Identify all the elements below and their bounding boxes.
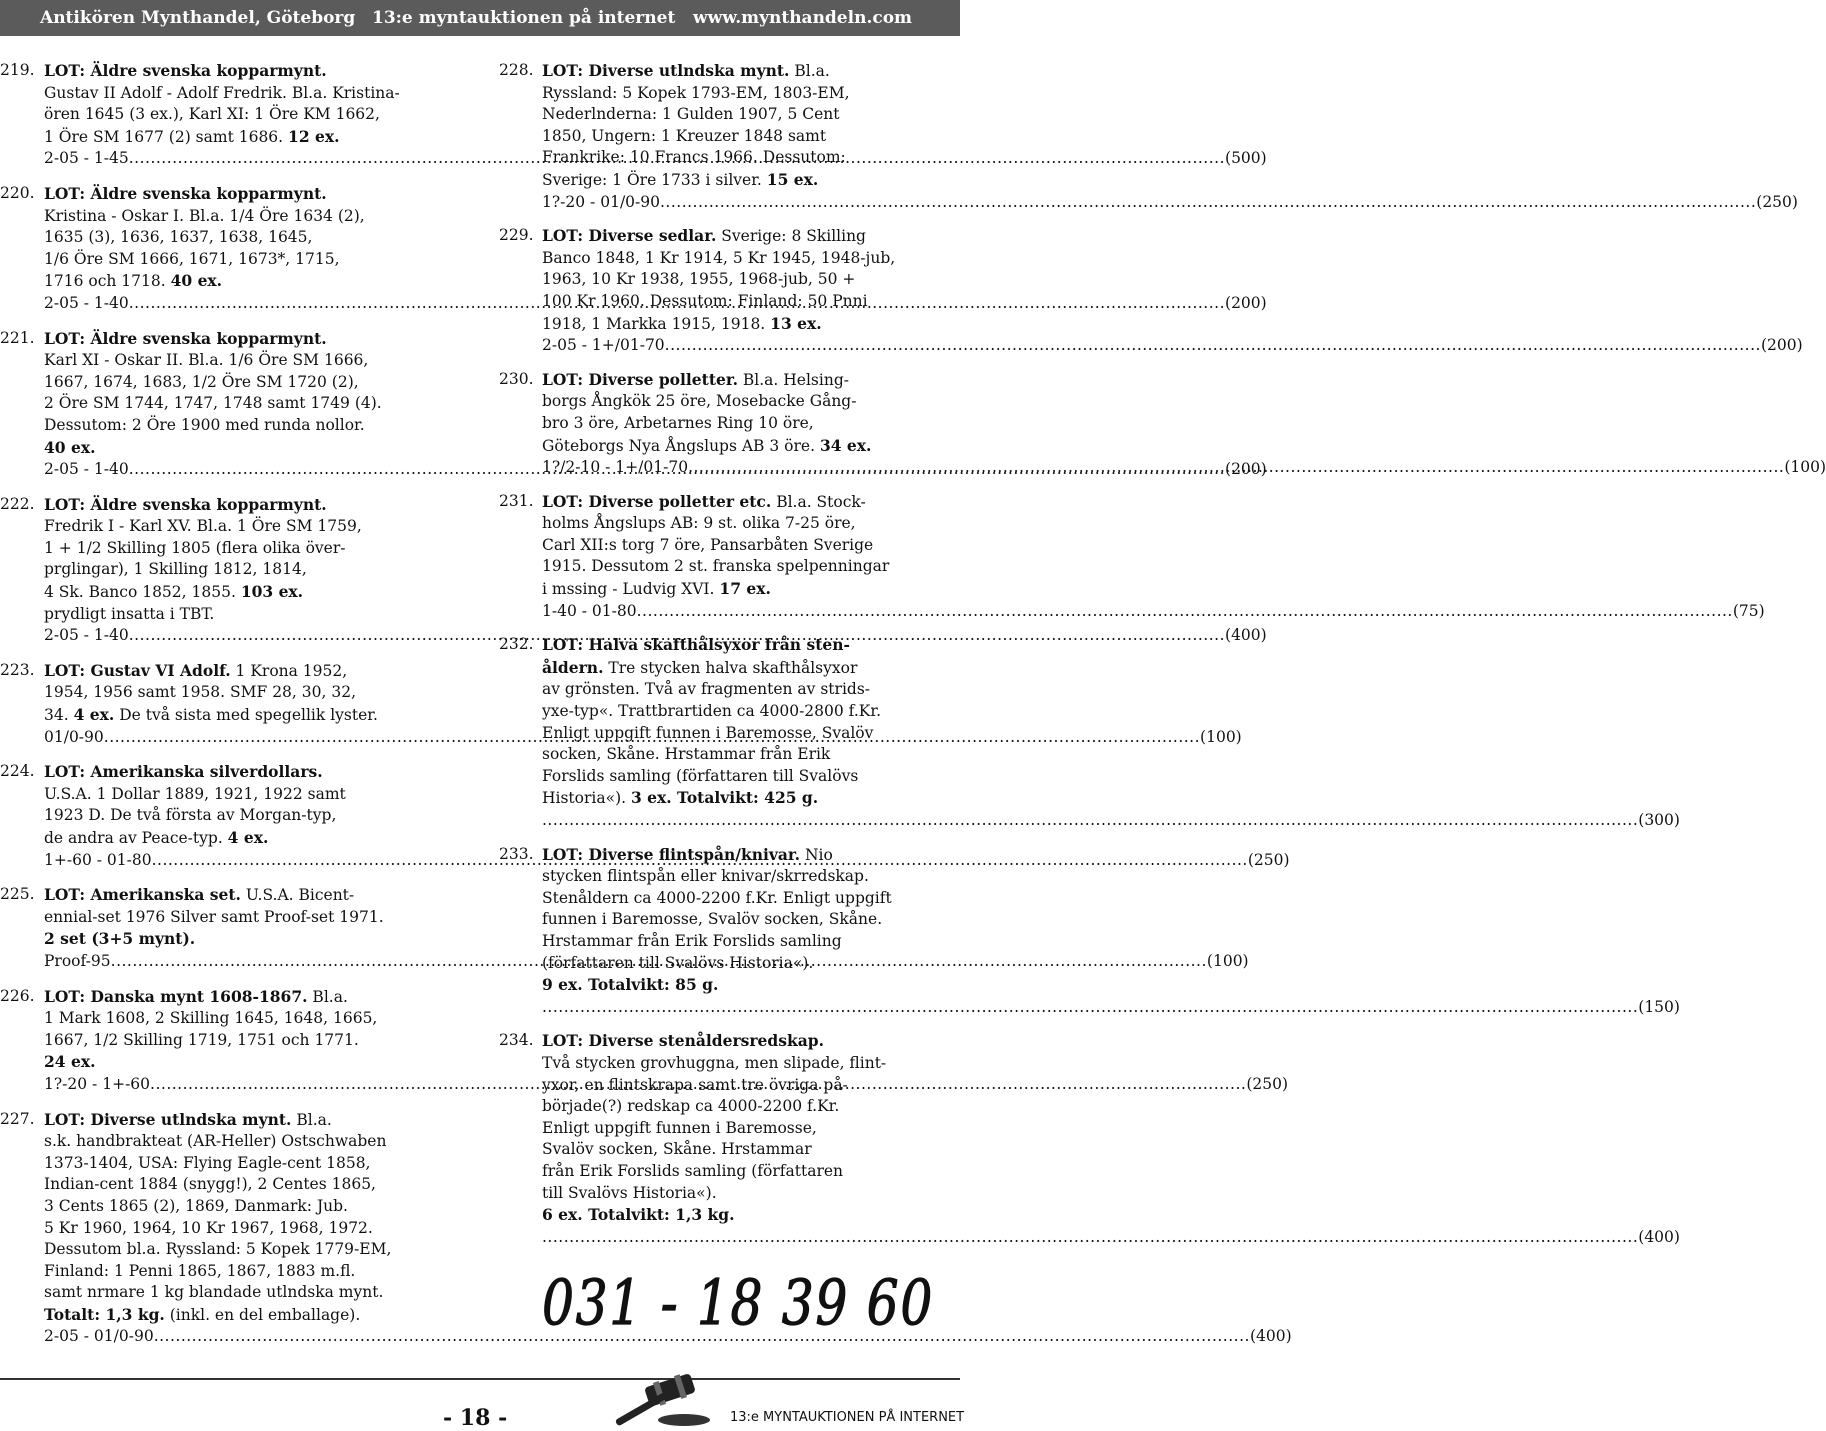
lot-description-line <box>542 491 939 514</box>
lot-text: Nio <box>800 845 833 864</box>
lot-description-line <box>44 704 451 727</box>
lot-price: (400) <box>1225 626 1267 645</box>
lot-price: (200) <box>1760 336 1803 355</box>
lot-description-line <box>542 701 939 723</box>
lot-number: 234. <box>499 1031 534 1050</box>
lot-description-line <box>542 766 939 788</box>
lot-description-line <box>542 391 939 413</box>
dot-leader <box>660 192 1756 214</box>
lot-text: Carl XII:s torg 7 öre, Pansarbåten Sverige <box>542 535 874 554</box>
dot-leader <box>542 1227 1638 1249</box>
lot-bold-text: 17 ex. <box>719 579 771 599</box>
lot-text: började(?) redskap ca 4000-2200 f.Kr. <box>542 1097 840 1116</box>
header-auction-title: 13:e myntauktionen på internet <box>372 8 676 28</box>
lot-number: 223. <box>0 660 35 679</box>
lot-number: 221. <box>0 328 35 347</box>
lot-text: Banco 1848, 1 Kr 1914, 5 Kr 1945, 1948-jub, <box>542 248 896 267</box>
lot-price: (250) <box>1246 1074 1288 1093</box>
footer-auction-title: 13:e MYNTAUKTIONEN PÅ INTERNET <box>730 1410 965 1425</box>
lot-bold-text: 9 ex. Totalvikt: 85 g. <box>542 975 719 995</box>
lot-entry <box>490 491 1765 623</box>
lot-description-line <box>542 634 939 657</box>
lot-text: Bl.a. Helsing- <box>737 370 849 389</box>
lot-description-line <box>542 723 939 745</box>
lot-text: funnen i Baremosse, Svalöv socken, Skåne. <box>542 910 883 929</box>
lot-text: Stenåldern ca 4000-2200 f.Kr. Enligt uppgift <box>542 888 892 907</box>
lot-text: yxe-typ«. Trattbrartiden ca 4000-2800 f.Kr. <box>542 702 882 721</box>
lot-text: Göteborgs Nya Ångslups AB 3 öre. <box>542 436 820 455</box>
lot-description-line <box>44 581 451 604</box>
lot-text: Bl.a. <box>291 1110 332 1129</box>
lot-bold-text: 4 ex. <box>73 705 115 725</box>
lot-description-line <box>44 1174 451 1196</box>
lot-price-line <box>542 335 1803 357</box>
lot-bold-text: 12 ex. <box>288 126 340 146</box>
lot-description-line <box>542 1030 939 1053</box>
lot-bold-text: 3 ex. Totalvikt: 425 g. <box>630 788 819 808</box>
lot-text: Hrstammar från Erik Forslids samling <box>542 931 842 950</box>
lot-description-line <box>44 83 451 105</box>
lot-bold-text: LOT: Äldre svenska kopparmynt. <box>44 494 327 514</box>
lot-bold-text: LOT: Diverse flintspån/knivar. <box>542 844 801 864</box>
dot-leader <box>665 335 1761 357</box>
page-number: - 18 - <box>443 1405 508 1431</box>
lot-description-line <box>44 1282 451 1304</box>
lot-price: (400) <box>1638 1227 1680 1246</box>
lot-price-line <box>542 810 1680 832</box>
lot-description-line <box>44 494 451 517</box>
lot-description-line <box>542 147 939 169</box>
lot-bold-text: 24 ex. <box>44 1052 96 1072</box>
lot-description-line <box>542 909 939 931</box>
lot-description-line <box>44 270 451 293</box>
lot-description-line <box>542 169 939 192</box>
lot-number: 224. <box>0 762 35 781</box>
lot-bold-text: LOT: Gustav VI Adolf. <box>44 660 231 680</box>
lot-bold-text: 6 ex. Totalvikt: 1,3 kg. <box>542 1205 735 1225</box>
lot-description-line <box>542 1204 939 1227</box>
lot-text: Bl.a. <box>307 987 348 1006</box>
lot-text: Indian-cent 1884 (snygg!), 2 Centes 1865, <box>44 1175 376 1194</box>
lot-price-line <box>542 192 1798 214</box>
lot-description-line <box>542 225 939 248</box>
lot-text: Forslids samling (författaren till Svalövs <box>542 766 859 785</box>
lot-text: Sverige: 8 Skilling <box>716 227 866 246</box>
lot-bold-text: 34 ex. <box>819 435 872 455</box>
lot-text: Karl XI - Oskar II. Bl.a. 1/6 Öre SM 1666, <box>44 351 369 370</box>
lot-description-line <box>44 104 451 126</box>
lot-description-line <box>44 928 451 951</box>
lot-description-line <box>44 183 451 206</box>
lot-description-line <box>44 437 451 460</box>
lot-entry <box>490 225 1803 357</box>
dot-leader <box>542 810 1638 832</box>
lot-bold-text: LOT: Amerikanska set. <box>44 885 241 905</box>
lot-text: 2 Öre SM 1744, 1747, 1748 samt 1749 (4). <box>44 394 382 413</box>
lot-condition-code: 1?-20 - 01/0-90 <box>542 192 660 211</box>
lot-description-line <box>542 1096 939 1118</box>
lot-text: Två stycken grovhuggna, men slipade, flint- <box>542 1053 887 1072</box>
lot-description-line <box>542 291 939 313</box>
lot-description-line <box>44 660 451 683</box>
lot-description-line <box>44 1218 451 1240</box>
lot-text: (författaren till Svalövs Historia«). <box>542 953 814 972</box>
lot-price-line <box>542 997 1680 1019</box>
phone-number-text: 031 - 18 39 60 <box>542 1266 934 1339</box>
lot-text: s.k. handbrakteat (AR-Heller) Ostschwaben <box>44 1132 387 1151</box>
lot-description-line <box>542 104 939 126</box>
lot-text: 1 Öre SM 1677 (2) samt 1686. <box>44 127 289 146</box>
lot-description-line <box>542 953 939 975</box>
lot-description-line <box>542 60 939 83</box>
lot-text: ennial-set 1976 Silver samt Proof-set 1971. <box>44 907 384 926</box>
lot-description-line <box>542 269 939 291</box>
lot-bold-text: LOT: Danska mynt 1608-1867. <box>44 986 308 1006</box>
lot-text: Bl.a. <box>789 62 830 80</box>
lot-description-line <box>542 535 939 557</box>
lot-condition-code: 2-05 - 01/0-90 <box>44 1327 154 1346</box>
lot-number: 232. <box>499 635 534 654</box>
lot-text: 1373-1404, USA: Flying Eagle-cent 1858, <box>44 1153 371 1172</box>
lot-price: (100) <box>1784 458 1826 477</box>
lot-text: de andra av Peace-typ. <box>44 829 228 847</box>
lot-price-line <box>44 1326 1292 1348</box>
lot-description-line <box>44 1239 451 1261</box>
lot-bold-text: LOT: Diverse stenåldersredskap. <box>542 1031 824 1051</box>
lot-text: Finland: 1 Penni 1865, 1867, 1883 m.fl. <box>44 1261 356 1280</box>
lot-bold-text: LOT: Diverse polletter etc. <box>542 491 772 511</box>
dot-leader <box>688 457 1784 479</box>
lot-text: prglingar), 1 Skilling 1812, 1814, <box>44 560 307 579</box>
lot-bold-text: Totalt: 1,3 kg. <box>44 1304 165 1324</box>
lot-bold-text: 4 ex. <box>227 828 269 847</box>
lot-description-line <box>542 413 939 435</box>
lot-text: Nederlnderna: 1 Gulden 1907, 5 Cent <box>542 105 840 124</box>
lot-condition-code: 2-05 - 1-40 <box>44 293 129 312</box>
lot-condition-code: 1?-20 - 1+-60 <box>44 1074 151 1093</box>
lot-number: 229. <box>499 226 534 245</box>
lot-description-line <box>542 679 939 701</box>
lot-description-line <box>44 126 451 149</box>
lot-text: Kristina - Oskar I. Bl.a. 1/4 Öre 1634 (2), <box>44 206 365 225</box>
lot-condition-code: 1?/2-10 - 1+/01-70 <box>542 458 689 477</box>
lot-description-line <box>44 1304 451 1327</box>
lot-bold-text: 2 set (3+5 mynt). <box>44 929 196 949</box>
lot-text: U.S.A. 1 Dollar 1889, 1921, 1922 samt <box>44 784 346 803</box>
lot-text: yxor, en flintskrapa samt tre övriga på- <box>542 1075 848 1094</box>
lot-description-line <box>44 827 451 850</box>
lot-price: (100) <box>1206 951 1249 970</box>
lot-description-line <box>44 538 451 560</box>
lot-text: 1 + 1/2 Skilling 1805 (flera olika över- <box>44 538 346 557</box>
lot-bold-text: åldern. <box>542 657 604 677</box>
lot-description-line <box>44 249 451 271</box>
lot-text: ören 1645 (3 ex.), Karl XI: 1 Öre KM 1662, <box>44 105 380 124</box>
gavel-icon <box>606 1374 716 1428</box>
footer-divider <box>0 1378 960 1380</box>
lot-text: Fredrik I - Karl XV. Bl.a. 1 Öre SM 1759, <box>44 517 362 536</box>
lot-condition-code: 2-05 - 1-40 <box>44 626 129 645</box>
lot-text: Historia«). <box>542 789 631 808</box>
lot-number: 227. <box>0 1109 35 1128</box>
lot-text: Dessutom: 2 Öre 1900 med runda nollor. <box>44 415 365 434</box>
lot-description-line <box>542 744 939 766</box>
lot-price: (300) <box>1638 811 1680 829</box>
lot-description-line <box>44 206 451 228</box>
lot-description-line <box>44 328 451 351</box>
lot-description-line <box>542 657 939 680</box>
lot-bold-text: LOT: Diverse utlndska mynt. <box>44 1109 292 1129</box>
lot-text: 1 Mark 1608, 2 Skilling 1645, 1648, 1665, <box>44 1009 378 1028</box>
lot-condition-code: 1-40 - 01-80 <box>542 601 637 620</box>
lot-description-line <box>44 559 451 581</box>
lot-description-line <box>542 1075 939 1097</box>
lot-description-line <box>44 60 451 83</box>
lot-description-line <box>542 313 939 336</box>
lot-text: 1/6 Öre SM 1666, 1671, 1673*, 1715, <box>44 249 340 268</box>
lot-description-line <box>44 1109 451 1132</box>
lot-description-line <box>542 1053 939 1075</box>
lot-description-line <box>542 866 939 888</box>
lot-description-line <box>44 1261 451 1283</box>
page-header <box>0 0 960 36</box>
lot-description-line <box>44 1131 451 1153</box>
lot-price: (75) <box>1732 601 1765 620</box>
lot-text: stycken flintspån eller knivar/skrredskap. <box>542 867 869 886</box>
lot-condition-code: 2-05 - 1-45 <box>44 149 129 168</box>
lot-bold-text: LOT: Halva skafthålsyxor från sten- <box>542 635 850 655</box>
lot-number: 230. <box>499 369 534 388</box>
lot-description-line <box>44 604 451 626</box>
lot-bold-text: 40 ex. <box>44 437 96 457</box>
lot-price: (100) <box>1200 727 1242 746</box>
lot-description-line <box>542 83 939 105</box>
lot-text: Frankrike: 10 Francs 1966. Dessutom: <box>542 148 846 167</box>
lot-text: Bl.a. Stock- <box>771 492 866 511</box>
lot-description-line <box>542 787 939 810</box>
lot-text: 100 Kr 1960. Dessutom: Finland: 50 Pnni <box>542 291 868 310</box>
lot-description-line <box>542 578 939 601</box>
lot-number: 228. <box>499 61 534 79</box>
lot-bold-text: LOT: Diverse polletter. <box>542 369 738 389</box>
lot-description-line <box>542 556 939 578</box>
lot-text: 1667, 1674, 1683, 1/2 Öre SM 1720 (2), <box>44 372 359 391</box>
lot-bold-text: LOT: Diverse sedlar. <box>542 226 717 246</box>
lot-text: Sverige: 1 Öre 1733 i silver. <box>542 170 767 189</box>
lot-bold-text: LOT: Äldre svenska kopparmynt. <box>44 183 327 203</box>
lot-text: holms Ångslups AB: 9 st. olika 7-25 öre, <box>542 514 856 533</box>
lot-text: De två sista med spegellik lyster. <box>114 706 378 725</box>
phone-number-handwritten <box>538 1262 938 1342</box>
lot-price: (400) <box>1249 1327 1292 1346</box>
lot-text: 1667, 1/2 Skilling 1719, 1751 och 1771. <box>44 1030 359 1049</box>
lot-text: av grönsten. Två av fragmenten av strids- <box>542 680 871 699</box>
lot-number: 222. <box>0 494 35 513</box>
lot-description-line <box>542 435 939 458</box>
lot-description-line <box>44 907 451 929</box>
lot-condition-code: 2-05 - 1+/01-70 <box>542 336 665 355</box>
lot-description-line <box>44 350 451 372</box>
lot-text: från Erik Forslids samling (författaren <box>542 1161 844 1180</box>
lot-description-line <box>44 393 451 415</box>
lot-bold-text: LOT: Äldre svenska kopparmynt. <box>44 61 327 80</box>
lot-price: (250) <box>1756 192 1798 211</box>
lot-description-line <box>542 1139 939 1161</box>
lot-description-line <box>44 761 451 784</box>
lot-text: 1850, Ungern: 1 Kreuzer 1848 samt <box>542 126 827 145</box>
lot-number: 219. <box>0 61 35 79</box>
lot-price: (200) <box>1225 293 1267 312</box>
lot-condition-code: 01/0-90 <box>44 727 104 746</box>
lot-text: Gustav II Adolf - Adolf Fredrik. Bl.a. Kristina- <box>44 83 400 102</box>
lot-description-line <box>44 415 451 437</box>
lot-description-line <box>542 888 939 910</box>
lot-number: 226. <box>0 986 35 1005</box>
lot-condition-code: 2-05 - 1-40 <box>44 460 129 479</box>
lot-text: Svalöv socken, Skåne. Hrstammar <box>542 1140 812 1159</box>
lot-text: 1635 (3), 1636, 1637, 1638, 1645, <box>44 228 313 247</box>
lot-text: 1716 och 1718. <box>44 272 171 291</box>
lot-number: 225. <box>0 885 35 904</box>
lot-price-line <box>542 601 1765 623</box>
lot-text: 1963, 10 Kr 1938, 1955, 1968-jub, 50 + <box>542 270 856 289</box>
lot-price: (150) <box>1638 997 1680 1016</box>
lot-text: U.S.A. Bicent- <box>240 886 355 905</box>
dot-leader <box>637 601 1733 623</box>
lot-description-line <box>542 931 939 953</box>
lot-description-line <box>44 986 451 1009</box>
lot-description-line <box>542 1161 939 1183</box>
lot-bold-text: LOT: Äldre svenska kopparmynt. <box>44 328 327 348</box>
lot-description-line <box>44 1196 451 1218</box>
lot-description-line <box>542 1183 939 1205</box>
lot-text: 1915. Dessutom 2 st. franska spelpenningar <box>542 557 890 576</box>
lot-bold-text: 15 ex. <box>766 169 819 189</box>
lot-description-line <box>542 1118 939 1140</box>
dot-leader <box>542 997 1638 1019</box>
lot-description-line <box>44 784 451 806</box>
lot-text: Dessutom bl.a. Ryssland: 5 Kopek 1779-EM, <box>44 1240 392 1259</box>
lot-text: 3 Cents 1865 (2), 1869, Danmark: Jub. <box>44 1196 348 1215</box>
lot-description-line <box>542 974 939 997</box>
lot-description-line <box>44 1008 451 1030</box>
lot-text: 1954, 1956 samt 1958. SMF 28, 30, 32, <box>44 683 356 702</box>
lot-bold-text: 40 ex. <box>170 271 223 291</box>
lot-text: prydligt insatta i TBT. <box>44 604 215 623</box>
lot-text: 1 Krona 1952, <box>230 661 348 680</box>
lot-text: 4 Sk. Banco 1852, 1855. <box>44 583 241 602</box>
lot-text: (inkl. en del emballage). <box>164 1305 361 1324</box>
lot-description-line <box>44 682 451 704</box>
lot-price-line <box>542 1227 1680 1249</box>
lot-text: samt nrmare 1 kg blandade utlndska mynt. <box>44 1283 384 1302</box>
header-website-link[interactable]: www.mynthandeln.com <box>693 8 913 28</box>
lot-condition-code: Proof-95 <box>44 951 111 970</box>
lot-text: Enligt uppgift funnen i Baremosse, Svalöv <box>542 723 874 742</box>
lot-text: bro 3 öre, Arbetarnes Ring 10 öre, <box>542 413 814 432</box>
lot-condition-code: 1+-60 - 01-80 <box>44 850 152 869</box>
lot-bold-text: LOT: Diverse utlndska mynt. <box>542 61 790 80</box>
lot-description-line <box>44 884 451 907</box>
lot-description-line <box>44 1030 451 1052</box>
lot-text: till Svalövs Historia«). <box>542 1183 717 1202</box>
lot-bold-text: 13 ex. <box>770 313 822 333</box>
lot-bold-text: LOT: Amerikanska silverdollars. <box>44 762 323 782</box>
lot-text: 5 Kr 1960, 1964, 10 Kr 1967, 1968, 1972. <box>44 1218 373 1237</box>
lot-text: 1923 D. De två första av Morgan-typ, <box>44 806 337 825</box>
lot-text: borgs Ångkök 25 öre, Mosebacke Gång- <box>542 392 857 411</box>
lot-text: i mssing - Ludvig XVI. <box>542 580 720 599</box>
lot-description-line <box>44 516 451 538</box>
lot-text: 1918, 1 Markka 1915, 1918. <box>542 314 771 333</box>
lot-text: Enligt uppgift funnen i Baremosse, <box>542 1118 817 1137</box>
lot-number: 231. <box>499 491 534 510</box>
lot-description-line <box>44 227 451 249</box>
lot-price: (200) <box>1225 460 1267 479</box>
lot-text: Ryssland: 5 Kopek 1793-EM, 1803-EM, <box>542 83 850 102</box>
lot-description-line <box>44 805 451 827</box>
lot-description-line <box>44 372 451 394</box>
lot-description-line <box>542 248 939 270</box>
lot-bold-text: 103 ex. <box>240 582 304 602</box>
lot-text: socken, Skåne. Hrstammar från Erik <box>542 745 831 764</box>
lot-description-line <box>44 1153 451 1175</box>
lot-number: 233. <box>499 844 534 863</box>
header-shop-name: Antikören Mynthandel, Göteborg <box>40 8 356 28</box>
lot-description-line <box>542 126 939 148</box>
lot-text: Tre stycken halva skafthålsyxor <box>603 658 858 677</box>
lot-price: (500) <box>1225 149 1267 168</box>
lot-text: 34. <box>44 706 74 725</box>
lot-description-line <box>542 513 939 535</box>
lot-number: 220. <box>0 183 35 202</box>
lot-description-line <box>44 1051 451 1074</box>
lot-description-line <box>542 844 939 867</box>
lot-price: (250) <box>1247 850 1290 869</box>
lot-description-line <box>542 369 939 392</box>
